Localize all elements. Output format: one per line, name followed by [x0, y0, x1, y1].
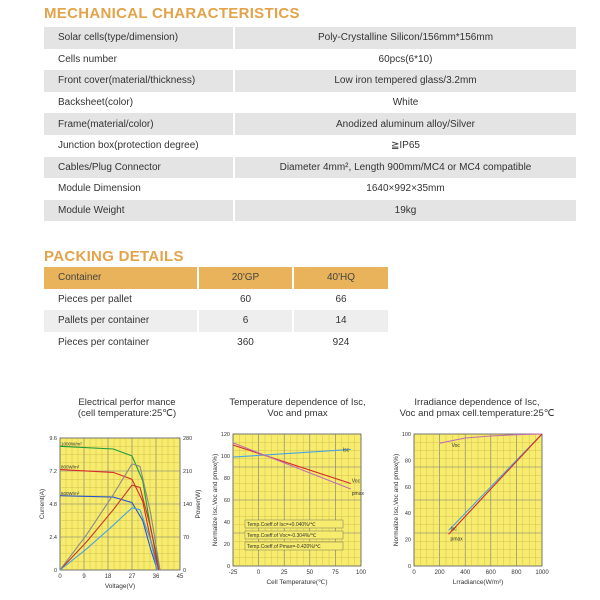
mechanical-row	[44, 200, 576, 222]
chart1-y-tick-label: 4.8	[49, 502, 57, 508]
mechanical-table	[44, 27, 576, 221]
chart3-title: Irradiance dependence of Isc,	[414, 397, 540, 408]
chart3-x-tick-label: 1000	[535, 570, 549, 576]
chart3-series-label: pmax	[450, 536, 463, 543]
chart2-x-tick-label: -25	[228, 570, 238, 576]
chart1-y-tick-label: 7.2	[49, 469, 57, 475]
mechanical-section-title: MECHANICAL CHARACTERISTICS	[44, 5, 300, 22]
chart2-y-tick-label: 20	[223, 542, 230, 548]
chart1-y-tick-label: 0	[53, 568, 57, 574]
chart1-x-tick-label: 9	[82, 574, 86, 580]
chart3-series-label: Isc	[450, 526, 457, 533]
chart2-y-tick-label: 120	[220, 432, 230, 438]
mechanical-key: Front cover(material/thickness)	[44, 70, 234, 92]
chart2-y-tick-label: 40	[223, 520, 230, 526]
packing-label: Pieces per pallet	[58, 293, 132, 305]
packing-table	[44, 267, 388, 353]
packing-label: Pallets per container	[44, 310, 198, 332]
chart1-y2-tick-label: 210	[183, 469, 193, 475]
mechanical-value: Diameter 4mm², Length 900mm/MC4 or MC4 compatible	[234, 157, 576, 179]
chart1-series-label: 1000W/m²	[61, 441, 82, 447]
mechanical-row	[44, 113, 576, 135]
irradiance-dependence-chart	[392, 428, 582, 598]
chart2-series-label: pmax	[351, 491, 364, 497]
chart3-y-tick-label: 0	[407, 564, 411, 570]
chart3-y-axis-label: Normalize Isc,Voc and pmax(%)	[393, 453, 400, 547]
chart3-series-label: Voc	[451, 443, 460, 450]
chart2-x-tick-label: 100	[355, 570, 367, 576]
chart1-y-axis-label: Current(A)	[39, 488, 46, 520]
chart1-y2-tick-label: 140	[183, 502, 193, 508]
chart3-y-tick-label: 80	[404, 458, 411, 465]
chart3-title-block	[382, 397, 572, 419]
chart1-x-tick-label: 0	[58, 574, 62, 580]
chart3-y-tick-label: 20	[404, 537, 411, 544]
chart3-x-axis-label: Lrradiance(W/m²)	[452, 579, 504, 586]
chart3-subtitle: Voc and pmax cell.temperature:25℃	[399, 408, 555, 419]
packing-section-title: PACKING DETAILS	[44, 248, 184, 265]
mechanical-key: Solar cells(type/dimension)	[44, 27, 234, 49]
chart2-annotation: Temp.Coeff.of Isc=+0.040%/℃	[247, 522, 316, 528]
packing-row	[44, 332, 388, 354]
mechanical-row	[44, 27, 576, 49]
mechanical-value: Low iron tempered glass/3.2mm	[234, 70, 576, 92]
chart1-y-tick-label: 2.4	[49, 535, 57, 541]
chart2-series-label: Isc	[342, 447, 350, 454]
mechanical-value: ≧IP65	[234, 135, 576, 157]
mechanical-key: Frame(material/color)	[44, 113, 234, 135]
mechanical-value: 19kg	[234, 200, 576, 222]
chart2-x-tick-label: 75	[332, 570, 339, 576]
packing-row	[44, 310, 388, 332]
packing-row	[44, 289, 388, 311]
chart3-x-tick-label: 800	[511, 570, 522, 576]
mechanical-key: Module Dimension	[44, 178, 234, 200]
chart2-x-tick-label: 50	[306, 570, 314, 576]
chart1-y-tick-label: 9.6	[49, 436, 57, 442]
packing-40hq-value: 66	[293, 289, 388, 311]
chart1-x-tick-label: 36	[152, 574, 160, 580]
chart3-x-tick-label: 600	[485, 570, 496, 576]
chart1-x-axis-label: Voltage(V)	[104, 583, 136, 590]
chart3-x-tick-label: 400	[460, 570, 471, 576]
packing-label: Pieces per container	[58, 336, 150, 348]
packing-header-row	[44, 267, 388, 289]
chart3-x-tick-label: 0	[412, 570, 416, 576]
chart2-series-label: Voc	[351, 478, 361, 485]
mechanical-key: Cells number	[44, 49, 234, 71]
chart2-y-tick-label: 60	[223, 498, 230, 504]
mechanical-value: Poly-Crystalline Silicon/156mm*156mm	[234, 27, 576, 49]
packing-40hq-value: 924	[293, 332, 388, 354]
chart2-annotation: Temp.Coeff.of Pmax=-0.420%/℃	[247, 544, 321, 550]
chart3-y-tick-label: 60	[404, 484, 411, 491]
mechanical-value: Anodized aluminum alloy/Silver	[234, 113, 576, 135]
mechanical-value: 1640×992×35mm	[234, 178, 576, 200]
chart1-y2-tick-label: 70	[183, 535, 190, 541]
chart1-title: Electrical perfor mance	[78, 397, 176, 408]
chart3-y-tick-label: 100	[401, 432, 411, 438]
mechanical-row	[44, 49, 576, 71]
mechanical-row	[44, 70, 576, 92]
chart1-y2-tick-label: 0	[183, 568, 187, 574]
temperature-dependence-chart	[205, 428, 395, 598]
mechanical-key: Junction box(protection degree)	[44, 135, 234, 157]
chart2-subtitle: Voc and pmax	[267, 408, 328, 419]
chart2-x-tick-label: 0	[256, 570, 261, 576]
chart1-series-label: 600W/m²	[61, 490, 80, 496]
chart3-x-tick-label: 200	[434, 570, 445, 576]
chart2-annotation: Temp.Coeff.of Voc=-0.304%/℃	[247, 533, 317, 539]
mechanical-row	[44, 157, 576, 179]
electrical-performance-chart	[20, 428, 220, 598]
packing-header-40hq: 40'HQ	[293, 267, 388, 289]
chart3-y-tick-label: 40	[404, 511, 411, 518]
packing-20gp-value: 60	[198, 289, 293, 311]
chart1-y2-axis-label: Power(W)	[195, 489, 202, 519]
mechanical-row	[44, 135, 576, 157]
chart1-y2-tick-label: 280	[183, 436, 193, 442]
chart1-title-block	[42, 397, 212, 419]
mechanical-key: Module Weight	[44, 200, 234, 222]
chart2-y-tick-label: 0	[226, 564, 230, 570]
packing-header-container: Container	[44, 267, 198, 289]
chart2-title-block	[210, 397, 385, 419]
mechanical-value: White	[234, 92, 576, 114]
mechanical-value: 60pcs(6*10)	[234, 49, 576, 71]
chart1-subtitle: (cell temperature:25℃)	[77, 408, 177, 419]
chart2-y-tick-label: 100	[220, 454, 230, 460]
chart2-title: Temperature dependence of Isc,	[229, 397, 366, 408]
chart2-x-tick-label: 25	[280, 570, 288, 576]
mechanical-key: Backsheet(color)	[44, 92, 234, 114]
packing-header-20gp: 20'GP	[198, 267, 293, 289]
chart2-y-tick-label: 80	[223, 476, 230, 482]
packing-20gp-value: 360	[198, 332, 293, 354]
chart2-x-axis-label: Cell Temperature(℃)	[266, 579, 328, 586]
chart1-x-tick-label: 45	[176, 574, 184, 580]
mechanical-key: Cables/Plug Connector	[44, 157, 234, 179]
chart1-x-tick-label: 27	[128, 574, 136, 580]
packing-40hq-value: 14	[293, 310, 388, 332]
chart2-y-axis-label: Normalize Isc,Voc and pmax(%)	[212, 453, 219, 547]
mechanical-row	[44, 178, 576, 200]
mechanical-row	[44, 92, 576, 114]
packing-20gp-value: 6	[198, 310, 293, 332]
chart1-series-label: 800W/m²	[61, 464, 80, 470]
chart1-x-tick-label: 18	[104, 574, 112, 580]
